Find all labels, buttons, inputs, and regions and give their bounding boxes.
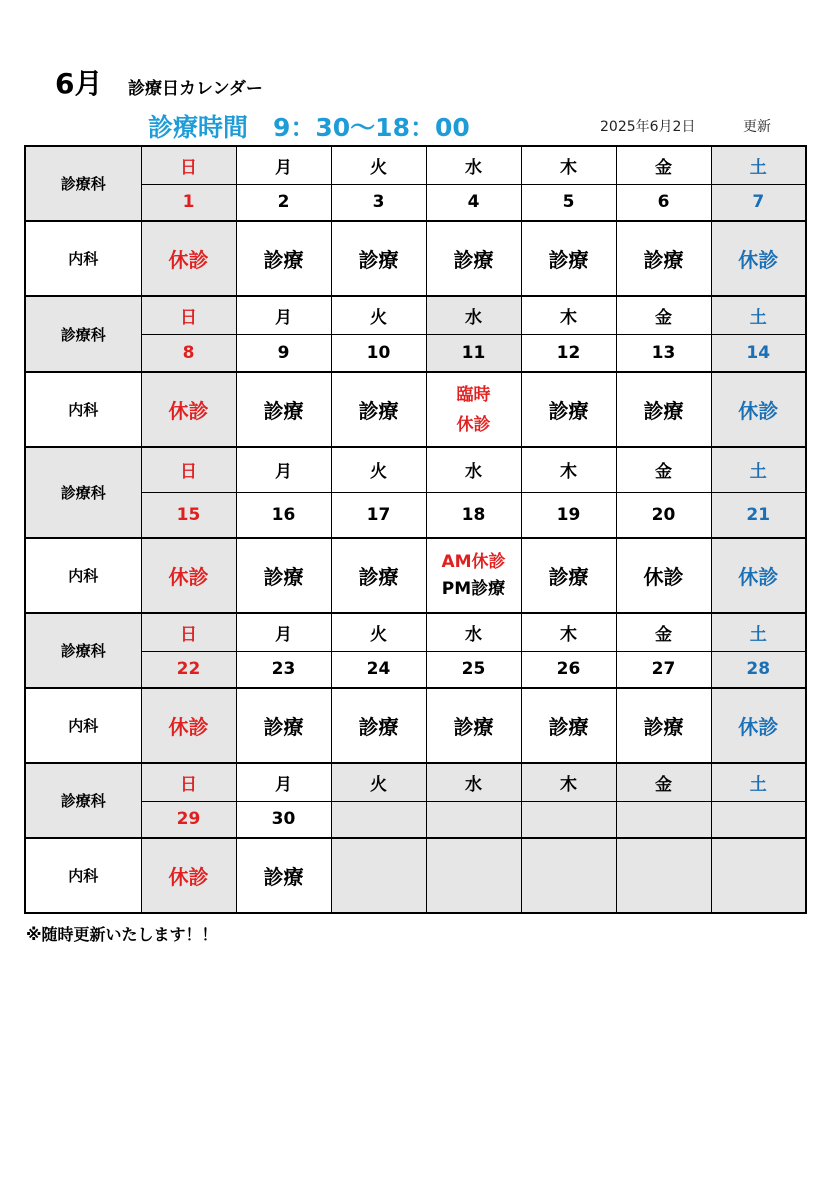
special-status-line1: AM休診 xyxy=(441,551,506,572)
date-cell: 22 xyxy=(141,651,236,688)
weekday-row xyxy=(25,146,806,184)
status-cell-empty xyxy=(616,838,711,913)
update-note: ※随時更新いたします！！ xyxy=(26,925,218,944)
weekday-mon: 月 xyxy=(236,146,331,184)
date-cell: 6 xyxy=(616,184,711,221)
date-cell: 2 xyxy=(236,184,331,221)
date-cell: 30 xyxy=(236,801,331,838)
weekday-fri: 金 xyxy=(616,296,711,334)
weekday-wed: 水 xyxy=(426,613,521,651)
date-cell-empty xyxy=(331,801,426,838)
status-cell: 診療 xyxy=(236,221,331,296)
status-cell: 診療 xyxy=(426,688,521,763)
status-cell: 休診 xyxy=(711,372,806,447)
weekday-row xyxy=(25,447,806,492)
status-cell: 診療 xyxy=(236,372,331,447)
status-cell: 休診 xyxy=(711,688,806,763)
status-cell-empty xyxy=(426,838,521,913)
weekday-thu: 木 xyxy=(521,447,616,492)
date-cell: 15 xyxy=(141,492,236,538)
status-cell: 診療 xyxy=(521,221,616,296)
weekday-tue: 火 xyxy=(331,613,426,651)
month-title: 6月 xyxy=(55,67,103,100)
status-cell: 休診 xyxy=(141,688,236,763)
row-label-internal-medicine: 内科 xyxy=(25,838,141,913)
status-row xyxy=(25,538,806,613)
weekday-mon: 月 xyxy=(236,447,331,492)
date-cell: 26 xyxy=(521,651,616,688)
dept-label: 診療科 xyxy=(25,296,141,372)
date-cell: 10 xyxy=(331,334,426,372)
status-cell: 診療 xyxy=(331,372,426,447)
weekday-mon: 月 xyxy=(236,763,331,801)
date-cell: 20 xyxy=(616,492,711,538)
date-cell: 25 xyxy=(426,651,521,688)
date-row xyxy=(25,651,806,688)
calendar-table xyxy=(24,145,807,914)
status-row xyxy=(25,372,806,447)
row-label-internal-medicine: 内科 xyxy=(25,538,141,613)
date-cell: 18 xyxy=(426,492,521,538)
status-row xyxy=(25,688,806,763)
date-cell: 23 xyxy=(236,651,331,688)
status-cell: 休診 xyxy=(141,838,236,913)
weekday-wed: 水 xyxy=(426,447,521,492)
status-cell: 診療 xyxy=(616,688,711,763)
date-cell: 7 xyxy=(711,184,806,221)
weekday-fri: 金 xyxy=(616,447,711,492)
updated-label: 更新 xyxy=(743,119,771,135)
dept-label: 診療科 xyxy=(25,146,141,221)
date-cell: 9 xyxy=(236,334,331,372)
dept-label: 診療科 xyxy=(25,447,141,538)
status-cell-temporary-closure xyxy=(426,372,521,447)
weekday-wed: 水 xyxy=(426,146,521,184)
date-row xyxy=(25,801,806,838)
status-cell-empty xyxy=(521,838,616,913)
status-cell: 休診 xyxy=(141,372,236,447)
weekday-fri: 金 xyxy=(616,146,711,184)
date-cell: 19 xyxy=(521,492,616,538)
special-status-line1: 臨時 xyxy=(456,384,491,405)
row-label-internal-medicine: 内科 xyxy=(25,372,141,447)
status-cell-empty xyxy=(711,838,806,913)
special-status-line2: 休診 xyxy=(456,414,491,435)
weekday-fri: 金 xyxy=(616,763,711,801)
status-cell: 診療 xyxy=(616,372,711,447)
clinic-hours: 診療時間 9：30〜18：00 xyxy=(148,113,470,142)
weekday-row xyxy=(25,613,806,651)
calendar-title: 診療日カレンダー xyxy=(128,79,263,99)
weekday-sat: 土 xyxy=(711,613,806,651)
date-cell: 1 xyxy=(141,184,236,221)
status-cell: 休診 xyxy=(711,538,806,613)
weekday-sat: 土 xyxy=(711,146,806,184)
status-cell: 診療 xyxy=(521,372,616,447)
weekday-wed: 水 xyxy=(426,296,521,334)
status-cell: 休診 xyxy=(711,221,806,296)
date-cell-empty xyxy=(521,801,616,838)
status-cell: 休診 xyxy=(141,221,236,296)
date-cell: 4 xyxy=(426,184,521,221)
date-cell: 17 xyxy=(331,492,426,538)
weekday-tue: 火 xyxy=(331,146,426,184)
weekday-sun: 日 xyxy=(141,146,236,184)
status-cell: 診療 xyxy=(331,688,426,763)
weekday-sun: 日 xyxy=(141,763,236,801)
weekday-row xyxy=(25,763,806,801)
date-cell: 12 xyxy=(521,334,616,372)
status-row xyxy=(25,838,806,913)
date-cell-empty xyxy=(711,801,806,838)
date-cell: 8 xyxy=(141,334,236,372)
status-cell-empty xyxy=(331,838,426,913)
weekday-sat: 土 xyxy=(711,763,806,801)
weekday-thu: 木 xyxy=(521,613,616,651)
weekday-sun: 日 xyxy=(141,613,236,651)
date-cell: 24 xyxy=(331,651,426,688)
status-cell: 診療 xyxy=(616,221,711,296)
dept-label: 診療科 xyxy=(25,613,141,688)
weekday-row xyxy=(25,296,806,334)
date-cell-empty xyxy=(616,801,711,838)
date-cell: 21 xyxy=(711,492,806,538)
status-cell: 休診 xyxy=(141,538,236,613)
updated-date: 2025年6月2日 xyxy=(600,119,696,135)
weekday-tue: 火 xyxy=(331,447,426,492)
row-label-internal-medicine: 内科 xyxy=(25,688,141,763)
weekday-mon: 月 xyxy=(236,613,331,651)
weekday-wed: 水 xyxy=(426,763,521,801)
row-label-internal-medicine: 内科 xyxy=(25,221,141,296)
weekday-tue: 火 xyxy=(331,296,426,334)
weekday-thu: 木 xyxy=(521,763,616,801)
weekday-sat: 土 xyxy=(711,447,806,492)
status-cell: 診療 xyxy=(521,688,616,763)
status-row xyxy=(25,221,806,296)
status-cell: 診療 xyxy=(331,538,426,613)
weekday-sun: 日 xyxy=(141,447,236,492)
date-cell: 5 xyxy=(521,184,616,221)
date-row xyxy=(25,492,806,538)
weekday-tue: 火 xyxy=(331,763,426,801)
status-cell: 休診 xyxy=(616,538,711,613)
date-row xyxy=(25,184,806,221)
date-cell: 3 xyxy=(331,184,426,221)
dept-label: 診療科 xyxy=(25,763,141,838)
status-cell: 診療 xyxy=(236,838,331,913)
date-row xyxy=(25,334,806,372)
weekday-sun: 日 xyxy=(141,296,236,334)
date-cell: 16 xyxy=(236,492,331,538)
date-cell-empty xyxy=(426,801,521,838)
date-cell: 11 xyxy=(426,334,521,372)
date-cell: 13 xyxy=(616,334,711,372)
weekday-mon: 月 xyxy=(236,296,331,334)
date-cell: 27 xyxy=(616,651,711,688)
status-cell: 診療 xyxy=(426,221,521,296)
date-cell: 28 xyxy=(711,651,806,688)
weekday-sat: 土 xyxy=(711,296,806,334)
status-cell-am-closed-pm-open xyxy=(426,538,521,613)
weekday-thu: 木 xyxy=(521,296,616,334)
weekday-thu: 木 xyxy=(521,146,616,184)
special-status-line2: PM診療 xyxy=(441,578,506,599)
status-cell: 診療 xyxy=(521,538,616,613)
weekday-fri: 金 xyxy=(616,613,711,651)
date-cell: 29 xyxy=(141,801,236,838)
status-cell: 診療 xyxy=(236,688,331,763)
date-cell: 14 xyxy=(711,334,806,372)
status-cell: 診療 xyxy=(236,538,331,613)
status-cell: 診療 xyxy=(331,221,426,296)
